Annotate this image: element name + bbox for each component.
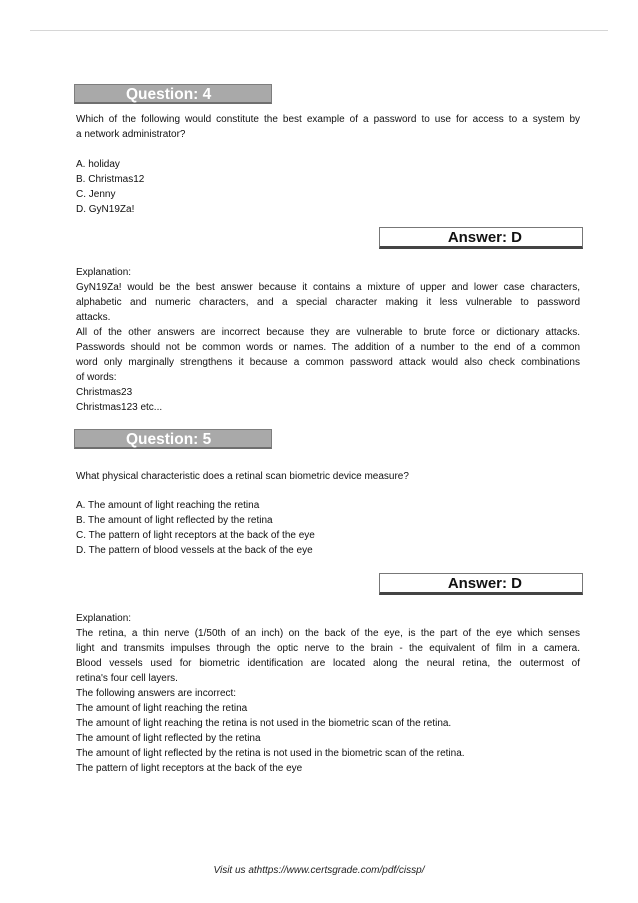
explanation-line: Blood vessels used for biometric identification are located along the neural retina, the outermost of xyxy=(76,658,580,669)
question-line: What physical characteristic does a retinal scan biometric device measure? xyxy=(76,471,409,482)
answer-5-box: Answer: D xyxy=(379,573,583,595)
option-c: C. Jenny xyxy=(76,189,116,200)
option-a: A. The amount of light reaching the retina xyxy=(76,500,260,511)
explanation-line: The amount of light reflected by the retina xyxy=(76,733,261,744)
explanation-line: The following answers are incorrect: xyxy=(76,688,237,699)
explanation-line: The amount of light reflected by the retina is not used in the biometric scan of the retina. xyxy=(76,748,465,759)
explanation-line: attacks. xyxy=(76,312,111,323)
question-4-options xyxy=(76,157,580,217)
footer-link[interactable]: Visit us athttps://www.certsgrade.com/pdf/cissp/ xyxy=(213,865,425,876)
option-b: B. Christmas12 xyxy=(76,174,145,185)
explanation-line: of words: xyxy=(76,372,117,383)
explanation-line: The amount of light reaching the retina xyxy=(76,703,248,714)
explanation-line: The amount of light reaching the retina is not used in the biometric scan of the retina. xyxy=(76,718,452,729)
explanation-line: Christmas123 etc... xyxy=(76,402,163,413)
question-5-options xyxy=(76,498,580,558)
explanation-line: word only marginally strengthens it because a common password attack would also check combinations xyxy=(76,357,580,368)
explanation-line: All of the other answers are incorrect because they are vulnerable to brute force or dictionary attacks. xyxy=(76,327,580,338)
answer-4-box: Answer: D xyxy=(379,227,583,249)
explanation-line: light and transmits impulses through the optic nerve to the brain - the equivalent of film in a camera. xyxy=(76,643,580,654)
explanation-5 xyxy=(76,611,580,776)
explanation-line: The pattern of light receptors at the back of the eye xyxy=(76,763,303,774)
explanation-line: The retina, a thin nerve (1/50th of an inch) on the back of the eye, is the part of the eye which senses xyxy=(76,628,580,639)
explanation-line: Christmas23 xyxy=(76,387,133,398)
option-c: C. The pattern of light receptors at the back of the eye xyxy=(76,530,315,541)
explanation-line: Passwords should not be common words or names. The addition of a number to the end of a common xyxy=(76,342,580,353)
explanation-line: retina's four cell layers. xyxy=(76,673,178,684)
explanation-4 xyxy=(76,265,580,415)
explanation-line: Explanation: xyxy=(76,267,132,278)
question-4-text xyxy=(76,112,580,142)
explanation-line: alphabetic and numeric characters, and a special character making it less vulnerable to password xyxy=(76,297,580,308)
question-line: a network administrator? xyxy=(76,129,186,140)
option-a: A. holiday xyxy=(76,159,120,170)
question-line: Which of the following would constitute the best example of a password to use for access to a system by xyxy=(76,114,580,125)
question-4-header: Question: 4 xyxy=(74,84,272,104)
option-d: D. GyN19Za! xyxy=(76,204,135,215)
explanation-line: Explanation: xyxy=(76,613,132,624)
question-5-text xyxy=(76,469,580,484)
option-d: D. The pattern of blood vessels at the back of the eye xyxy=(76,545,313,556)
option-b: B. The amount of light reflected by the retina xyxy=(76,515,273,526)
question-5-header: Question: 5 xyxy=(74,429,272,449)
top-divider xyxy=(30,30,608,31)
explanation-line: GyN19Za! would be the best answer because it contains a mixture of upper and lower case characters, xyxy=(76,282,580,293)
